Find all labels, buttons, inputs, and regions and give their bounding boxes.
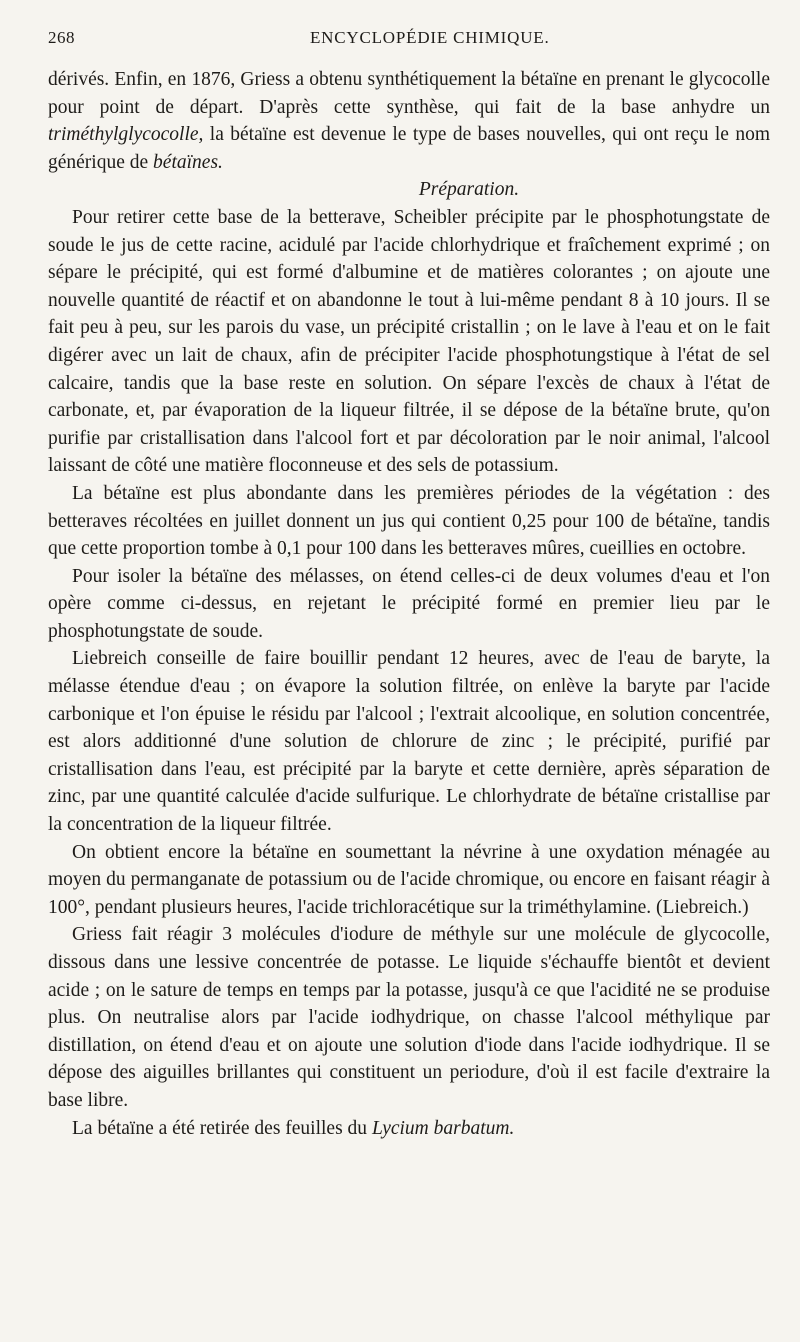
section-heading: Préparation.	[418, 179, 520, 201]
page-body	[48, 66, 770, 1142]
running-header	[48, 28, 770, 58]
text-run: Liebreich conseille de faire bouillir pendant 12 heures, avec de l'eau de baryte, la mélasse étendue d'eau ; on évapore la solution filtrée, on enlève la baryte par l'acide carbonique et l'on épuise le résidu par l'alcool ; l'extrait alcoolique, en solution concentrée, est alors additionné d'une solution de chlorure de zinc ; le précipité, purifié par cristallisation dans l'eau, est précipité par la baryte et cette dernière, après séparation de zinc, par une quantité calculée d'acide sulfurique. Le chlorhydrate de bétaïne cristallise par la concentration de la liqueur filtrée.	[48, 648, 770, 836]
text-run: Griess fait réagir 3 molécules d'iodure de méthyle sur une molécule de glycocolle, dissous dans une lessive concentrée de potasse. Le liquide s'échauffe bientôt et devient acide ; on le sature de temps en temps par la potasse, jusqu'à ce que l'acidité ne se produise plus. On neutralise alors par l'acide iodhydrique, on chasse l'alcool méthylique par distillation, on étend d'eau et on ajoute une solution d'iode dans l'acide iodhydrique. Il se dépose des aiguilles brillantes qui constituent un periodure, d'où il est facile d'extraire la base libre.	[48, 924, 770, 1111]
text-run: La bétaïne est plus abondante dans les premières périodes de la végétation : des betteraves récoltées en juillet donnent un jus qui contient 0,25 pour 100 de bétaïne, tandis que cette proportion tombe à 0,1 pour 100 dans les betteraves mûres, cueillies en octobre.	[48, 482, 770, 560]
italic-text: bétaïnes.	[153, 151, 223, 173]
paragraph-s4	[48, 645, 770, 838]
paragraph-s2	[48, 480, 770, 563]
running-title: ENCYCLOPÉDIE CHIMIQUE.	[310, 28, 550, 47]
page-number: 268	[48, 28, 75, 47]
italic-text: Lycium barbatum.	[371, 1117, 515, 1139]
intro-text	[48, 66, 770, 176]
paragraph-s7	[48, 1115, 770, 1143]
text-run: Pour retirer cette base de la betterave, Scheibler précipite par le phosphotungstate de soude le jus de cette racine, acidulé par l'acide chlorhydrique et fraîchement exprimé ; on sépare le précipité, qui est formé d'albumine et de matières colorantes ; on ajoute une nouvelle quantité de réactif et on abandonne le tout à lui-même pendant 8 à 10 jours. Il se fait peu à peu, sur les parois du vase, un précipité cristallin ; on le lave à l'eau et on le fait digérer avec un lait de chaux, afin de précipiter l'acide phosphotungstique à l'état de sel calcaire, tandis que la base reste en solution. On sépare l'excès de chaux à l'état de carbonate, et, par évaporation de la liqueur filtrée, il se dépose de la bétaïne brute, qu'on purifie par cristallisation dans l'alcool fort et par décoloration par le noir animal, l'alcool laissant de côté une matière floconneuse et des sels de potassium.	[48, 206, 770, 477]
paragraph-s1	[48, 204, 770, 480]
text-run: Pour isoler la bétaïne des mélasses, on étend celles-ci de deux volumes d'eau et l'on opère comme ci-dessus, en rejetant le précipité formé en premier lieu par le phosphotungstate de soude.	[48, 565, 770, 642]
section-text	[48, 204, 770, 1142]
text-run: dérivés. Enfin, en 1876, Griess a obtenu synthétiquement la bétaïne en prenant le glycocolle pour point de départ. D'après cette synthèse, qui fait de la base anhydre un	[48, 69, 770, 118]
text-run: la bétaïne est devenue le type de bases nouvelles, qui ont reçu le nom générique de	[48, 124, 770, 173]
italic-text: triméthylglycocolle,	[48, 124, 204, 146]
book-page	[48, 28, 770, 1142]
paragraph-s5	[48, 839, 770, 922]
paragraph-s6	[48, 921, 770, 1114]
paragraph-p0	[48, 66, 770, 176]
text-run: On obtient encore la bétaïne en soumettant la névrine à une oxydation ménagée au moyen du permanganate de potassium ou de l'acide chromique, ou encore en faisant réagir à 100°, pendant plusieurs heures, l'acide trichloracétique sur la triméthylamine. (Liebreich.)	[48, 841, 770, 918]
text-run: La bétaïne a été retirée des feuilles du	[72, 1117, 372, 1139]
paragraph-s3	[48, 563, 770, 646]
